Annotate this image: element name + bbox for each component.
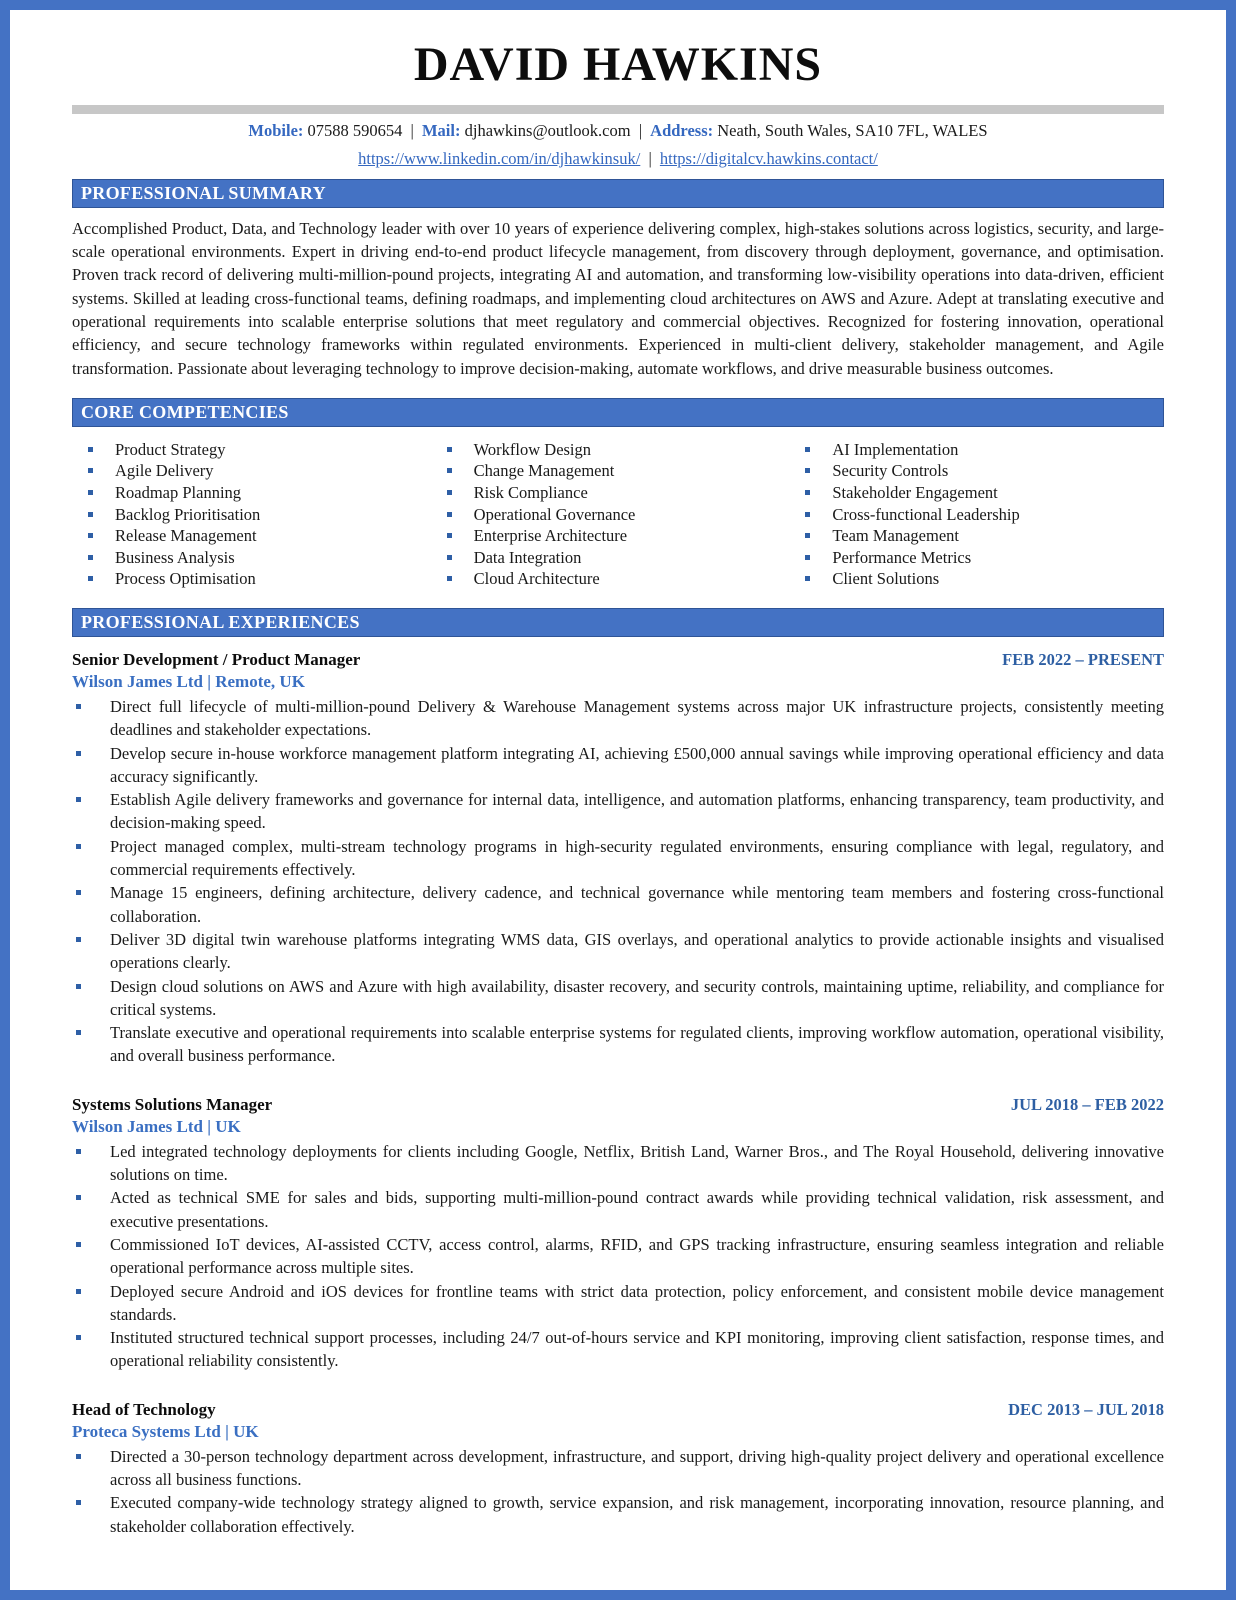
bullet-square-icon	[76, 704, 81, 709]
competency-item	[447, 482, 806, 504]
bullet-square-icon	[76, 1454, 81, 1459]
competency-label: Process Optimisation	[115, 569, 256, 589]
competency-item	[447, 460, 806, 482]
job-dates: DEC 2013 – JUL 2018	[1008, 1399, 1164, 1419]
section-header-competencies	[72, 398, 1164, 427]
bullet-text: Led integrated technology deployments for clients including Google, Netflix, British Land, Warner Bros., and The Royal Household, delivering innovative solutions on time.	[110, 1141, 1164, 1185]
job-bullets	[72, 695, 1164, 1068]
competency-item	[88, 439, 447, 461]
job-header	[72, 1095, 1164, 1115]
competency-label: Change Management	[473, 461, 615, 481]
job-dates: JUL 2018 – FEB 2022	[1010, 1094, 1164, 1114]
bullet-square-icon	[76, 1195, 81, 1200]
bullet-square-icon	[76, 797, 81, 802]
experience-bullet	[72, 1233, 1164, 1280]
digitalcv-link[interactable]: https://digitalcv.hawkins.contact/	[659, 148, 878, 168]
bullet-square-icon	[447, 512, 452, 517]
competencies-grid	[72, 439, 1164, 590]
section-title: PROFESSIONAL EXPERIENCES	[81, 611, 360, 632]
bullet-square-icon	[88, 447, 93, 452]
address-value: Neath, South Wales, SA10 7FL, WALES	[717, 120, 988, 140]
bullet-square-icon	[88, 490, 93, 495]
summary-paragraph: Accomplished Product, Data, and Technology leader with over 10 years of experience delivering complex, high-stakes solutions across logistics, security, and large-scale operational environments. Expert in driving end-to-end product lifecycle management, from discovery through deployment, governance, and optimisation. Proven track record of delivering multi-million-pound projects, integrating AI and automation, and transforming low-visibility operations into data-driven, efficient systems. Skilled at leading cross-functional teams, defining roadmaps, and implementing cloud architectures on AWS and Azure. Adept at translating executive and operational requirements into scalable enterprise solutions that meet regulatory and commercial objectives. Recognized for fostering innovation, operational efficiency, and secure technology frameworks within regulated environments. Experienced in multi-client delivery, stakeholder management, and Agile transformation. Passionate about leveraging technology to improve decision-making, automate workflows, and drive measurable business outcomes.	[72, 218, 1164, 378]
bullet-square-icon	[805, 490, 810, 495]
bullet-square-icon	[76, 751, 81, 756]
competency-label: Cloud Architecture	[473, 569, 600, 589]
resume-sheet	[10, 10, 1226, 1558]
competency-item	[805, 568, 1164, 590]
bullet-text: Translate executive and operational requirements into scalable enterprise systems for regulated clients, improving workflow automation, operational visibility, and overall business performance.	[110, 1023, 1164, 1066]
job-bullets	[72, 1140, 1164, 1373]
competency-label: Workflow Design	[473, 439, 592, 459]
competency-column-1	[88, 439, 447, 590]
linkedin-link[interactable]: https://www.linkedin.com/in/djhawkinsuk/	[358, 148, 641, 168]
job-bullets	[72, 1445, 1164, 1538]
competency-label: Data Integration	[473, 547, 582, 567]
competency-item	[805, 547, 1164, 569]
header-divider	[72, 105, 1164, 114]
experience-bullet	[72, 1021, 1164, 1068]
section-title: PROFESSIONAL SUMMARY	[81, 182, 326, 203]
competency-item	[447, 504, 806, 526]
bullet-square-icon	[805, 533, 810, 538]
bullet-square-icon	[76, 844, 81, 849]
competency-item	[88, 525, 447, 547]
experience-bullet	[72, 1186, 1164, 1233]
section-header-summary	[72, 179, 1164, 208]
job-company: Proteca Systems Ltd | UK	[72, 1421, 259, 1441]
bullet-square-icon	[447, 447, 452, 452]
experience-bullet	[72, 881, 1164, 928]
bullet-square-icon	[805, 555, 810, 560]
competency-label: Security Controls	[832, 461, 949, 481]
bullet-square-icon	[88, 512, 93, 517]
section-header-experiences	[72, 608, 1164, 637]
job-role: Systems Solutions Manager	[72, 1094, 273, 1114]
competency-label: Cross-functional Leadership	[832, 504, 1020, 524]
competency-label: Team Management	[832, 526, 959, 546]
job-company: Wilson James Ltd | Remote, UK	[72, 671, 305, 691]
experience-bullet	[72, 788, 1164, 835]
competency-item	[447, 439, 806, 461]
bullet-square-icon	[805, 512, 810, 517]
competency-item	[88, 568, 447, 590]
bullet-square-icon	[76, 1289, 81, 1294]
separator: |	[638, 120, 643, 140]
mail-label: Mail:	[421, 120, 461, 140]
experience-bullet	[72, 1326, 1164, 1373]
competency-item	[88, 547, 447, 569]
experience-bullet	[72, 928, 1164, 975]
bullet-text: Design cloud solutions on AWS and Azure with high availability, disaster recovery, and security controls, maintaining uptime, reliability, and compliance for critical systems.	[110, 976, 1164, 1019]
bullet-square-icon	[447, 576, 452, 581]
competency-item	[805, 460, 1164, 482]
competency-item	[447, 568, 806, 590]
job-company: Wilson James Ltd | UK	[72, 1116, 241, 1136]
competency-label: Product Strategy	[115, 439, 226, 459]
bullet-text: Manage 15 engineers, defining architecture, delivery cadence, and technical governance while mentoring team members and fostering cross-functional collaboration.	[110, 883, 1164, 926]
competency-item	[88, 460, 447, 482]
bullet-square-icon	[805, 468, 810, 473]
bullet-square-icon	[447, 555, 452, 560]
competency-column-2	[447, 439, 806, 590]
competency-column-3	[805, 439, 1164, 590]
experience-bullet	[72, 1445, 1164, 1492]
experience-bullet	[72, 1280, 1164, 1327]
mobile-label: Mobile:	[248, 120, 304, 140]
bullet-square-icon	[447, 468, 452, 473]
bullet-square-icon	[447, 533, 452, 538]
separator: |	[410, 120, 414, 140]
bullet-text: Deliver 3D digital twin warehouse platforms integrating WMS data, GIS overlays, and operational analytics to provide actionable insights and visualised operations clearly.	[110, 929, 1164, 973]
bullet-square-icon	[88, 533, 93, 538]
bullet-square-icon	[88, 576, 93, 581]
bullet-square-icon	[76, 937, 81, 942]
competency-label: Risk Compliance	[473, 483, 588, 503]
mobile-value: 07588 590654	[307, 120, 403, 140]
experience-bullet	[72, 835, 1164, 882]
bullet-square-icon	[76, 890, 81, 895]
bullet-text: Directed a 30-person technology department across development, infrastructure, and support, driving high-quality project delivery and operational excellence across all business functions.	[110, 1446, 1164, 1489]
contact-line	[72, 120, 1164, 142]
job-header	[72, 650, 1164, 670]
bullet-square-icon	[88, 468, 93, 473]
competency-item	[447, 547, 806, 569]
bullet-square-icon	[805, 576, 810, 581]
bullet-square-icon	[76, 1030, 81, 1035]
job-role: Head of Technology	[72, 1399, 216, 1419]
bullet-square-icon	[805, 447, 810, 452]
competency-label: Agile Delivery	[115, 461, 214, 481]
job-entry-2	[72, 1095, 1164, 1373]
competency-label: Business Analysis	[115, 547, 235, 567]
experience-bullet	[72, 1140, 1164, 1187]
bullet-text: Direct full lifecycle of multi-million-pound Delivery & Warehouse Management systems across major UK infrastructure projects, consistently meeting deadlines and stakeholder expectations.	[110, 696, 1164, 740]
experience-bullet	[72, 975, 1164, 1022]
competency-label: Backlog Prioritisation	[115, 504, 261, 524]
bullet-square-icon	[76, 1149, 81, 1154]
bullet-square-icon	[76, 1335, 81, 1340]
bullet-text: Commissioned IoT devices, AI-assisted CCTV, access control, alarms, RFID, and GPS tracking infrastructure, ensuring seamless integration and reliable operational performance across multiple sites.	[110, 1234, 1164, 1278]
competency-label: Operational Governance	[473, 504, 636, 524]
address-label: Address:	[650, 120, 714, 140]
job-header	[72, 1400, 1164, 1420]
competency-item	[805, 482, 1164, 504]
competency-item	[88, 482, 447, 504]
competency-label: Performance Metrics	[832, 547, 972, 567]
jobs-list	[72, 650, 1164, 1538]
mail-value: djhawkins@outlook.com	[464, 120, 631, 140]
bullet-square-icon	[76, 1500, 81, 1505]
name-title: DAVID HAWKINS	[413, 38, 823, 91]
bullet-text: Acted as technical SME for sales and bids, supporting multi-million-pound contract awards while providing technical validation, risk assessment, and executive presentations.	[110, 1188, 1164, 1231]
separator: |	[648, 148, 652, 168]
competency-item	[88, 504, 447, 526]
job-role: Senior Development / Product Manager	[72, 649, 361, 669]
job-entry-1	[72, 650, 1164, 1068]
competency-item	[805, 439, 1164, 461]
competency-item	[447, 525, 806, 547]
section-title: CORE COMPETENCIES	[81, 401, 289, 422]
competency-label: Roadmap Planning	[115, 483, 242, 503]
links-line	[72, 148, 1164, 170]
bullet-text: Develop secure in-house workforce management platform integrating AI, achieving £500,000 annual savings while improving operational efficiency and data accuracy significantly.	[110, 743, 1164, 786]
job-dates: FEB 2022 – PRESENT	[1002, 649, 1164, 669]
bullet-square-icon	[88, 555, 93, 560]
competency-item	[805, 525, 1164, 547]
competency-label: AI Implementation	[832, 439, 959, 459]
bullet-square-icon	[447, 490, 452, 495]
job-entry-3	[72, 1400, 1164, 1538]
bullet-text: Establish Agile delivery frameworks and governance for internal data, intelligence, and automation platforms, enhancing transparency, team productivity, and decision-making speed.	[110, 790, 1164, 833]
bullet-square-icon	[76, 984, 81, 989]
experience-bullet	[72, 695, 1164, 742]
bullet-square-icon	[76, 1242, 81, 1247]
experience-bullet	[72, 742, 1164, 789]
competency-label: Enterprise Architecture	[473, 526, 628, 546]
bullet-text: Instituted structured technical support processes, including 24/7 out-of-hours service and KPI monitoring, improving client satisfaction, response times, and operational reliability consistently.	[110, 1328, 1164, 1371]
competency-label: Client Solutions	[832, 569, 940, 589]
competency-label: Release Management	[115, 526, 257, 546]
competency-item	[805, 504, 1164, 526]
bullet-text: Deployed secure Android and iOS devices for frontline teams with strict data protection, policy enforcement, and consistent mobile device management standards.	[110, 1281, 1164, 1324]
bullet-text: Project managed complex, multi-stream technology programs in high-security regulated environments, ensuring compliance with legal, regulatory, and commercial requirements effectively.	[110, 836, 1164, 880]
competency-label: Stakeholder Engagement	[832, 483, 998, 503]
experience-bullet	[72, 1491, 1164, 1538]
bullet-text: Executed company-wide technology strategy aligned to growth, service expansion, and risk management, incorporating innovation, resource planning, and stakeholder collaboration effectively.	[110, 1493, 1164, 1536]
